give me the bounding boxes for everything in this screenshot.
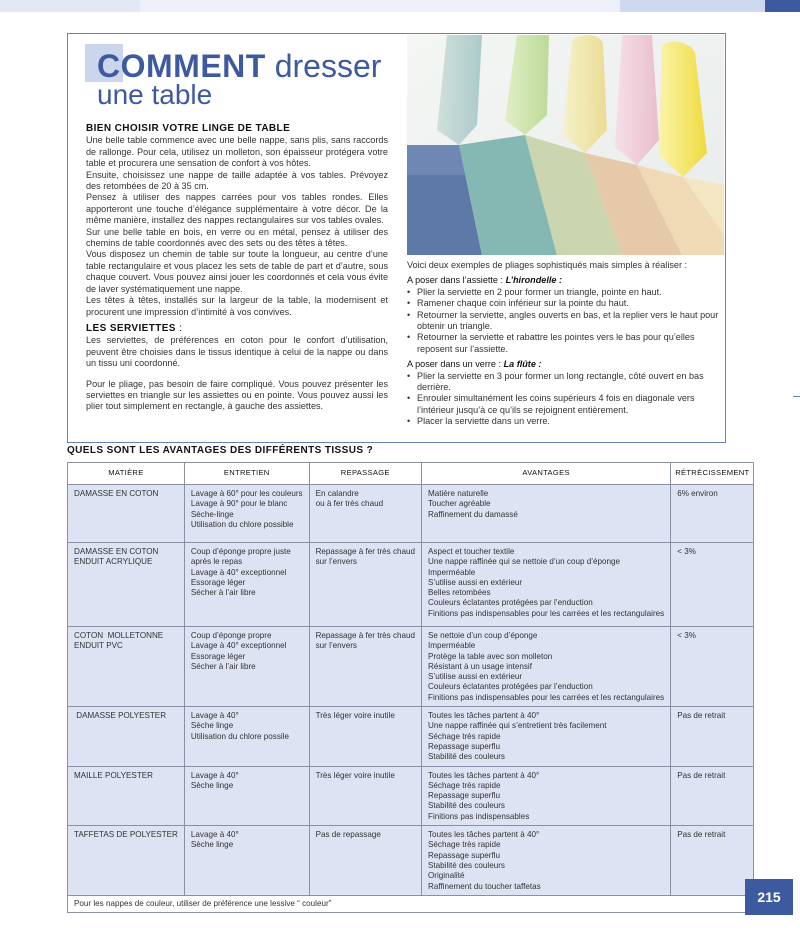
table-row	[68, 485, 754, 543]
cell-line: En calandre	[315, 489, 359, 498]
cell-matiere	[68, 707, 185, 766]
cell-line: sur l’envers	[315, 557, 357, 567]
cell-line: Toucher agréable	[428, 499, 491, 509]
fold2-name: La flûte :	[503, 359, 542, 370]
cell-line: Toutes les tâches partent à 40°	[428, 711, 540, 721]
cell-repassage	[309, 485, 421, 543]
cell-repassage	[309, 707, 421, 766]
table-footnote: Pour les nappes de couleur, utiliser de préférence une lessive “ couleur”	[68, 895, 754, 912]
list-item: • Retourner la serviette et rabattre les pointes vers le bas pour qu’elles reposent sur l’assiette.	[407, 332, 719, 355]
cell-line: Raffinement du damassé	[428, 509, 518, 519]
cell-avantages	[422, 766, 671, 825]
cell-line: Imperméable	[428, 641, 476, 651]
cell-line: Séchage très rapide	[428, 731, 501, 741]
table-row	[68, 766, 754, 825]
cell-retrecissement: Pas de retrait	[671, 826, 754, 896]
list-item: • Retourner la serviette, angles ouverts en bas, et la replier vers le haut pour obtenir un triangle.	[407, 310, 719, 333]
table-row	[68, 826, 754, 896]
column-header-avantages: AVANTAGES	[422, 463, 671, 485]
paragraph: Une belle table commence avec une belle nappe, sans plis, sans raccords de rallonge. Pour cela, utilisez un molleton, son épaisseur protégera votre table et procurera une sensation de confort à vos hôtes.	[86, 135, 388, 169]
section-heading-linge: BIEN CHOISIR VOTRE LINGE DE TABLE	[86, 123, 291, 134]
cell-repassage	[309, 826, 421, 896]
cell-retrecissement: 6% environ	[671, 485, 754, 543]
list-item: • Placer la serviette dans un verre.	[407, 416, 719, 427]
cell-entretien	[184, 826, 309, 896]
cell-line: Très léger voire inutile	[315, 770, 395, 780]
cell-line: Lavage à 40°	[190, 711, 239, 721]
cell-avantages	[422, 627, 671, 707]
side-mark	[793, 396, 800, 397]
cell-line: Stabilité des couleurs	[428, 860, 505, 870]
cell-line: Matière naturelle	[428, 489, 489, 498]
cell-line: Coup d’éponge propre juste	[190, 547, 291, 556]
title-word-comment: COMMENT	[97, 48, 266, 84]
cell-line: ou à fer très chaud	[315, 499, 384, 509]
cell-entretien	[184, 627, 309, 707]
cell-line: Séchage très rapide	[428, 840, 501, 850]
title-word-dresser: dresser	[274, 48, 382, 84]
napkins-photo	[407, 35, 724, 255]
cell-line: Lavage à 40° exceptionnel	[190, 641, 287, 651]
cell-line: Repassage superflu	[428, 791, 501, 801]
cell-line: Sèche linge	[190, 721, 234, 731]
fold2-steps	[407, 371, 719, 428]
cell-entretien	[184, 543, 309, 627]
cell-line: S’utilise aussi en extérieur	[428, 672, 523, 682]
cell-retrecissement: Pas de retrait	[671, 707, 754, 766]
table-footnote-row	[68, 895, 754, 912]
cell-avantages	[422, 826, 671, 896]
cell-line: Finitions pas indispensables	[428, 811, 530, 821]
cell-line: Couleurs éclatantes protégées par l’enduction	[428, 598, 593, 608]
paragraph: Vous disposez un chemin de table sur toute la longueur, au centre d’une table rectangulaire et vous placez les sets de table de part et d’autre, sous chaque couvert. Vous pouvez ainsi jouer les coordonnés et cela vous évite de laver systématiquement une nappe.	[86, 249, 388, 294]
paragraph: Ensuite, choisissez une nappe de taille adaptée à vos tables. Prévoyez des retombées de 20 à 35 cm.	[86, 169, 388, 192]
top-color-bar	[0, 0, 800, 12]
cell-line: Utilisation du chlore possible	[190, 519, 294, 529]
cell-line: Essorage léger	[190, 651, 246, 661]
column-header-matiere: MATIÈRE	[68, 463, 185, 485]
cell-line: Aspect et toucher textile	[428, 547, 515, 556]
cell-line: DAMASSE EN COTON	[74, 489, 159, 498]
table-title: QUELS SONT LES AVANTAGES DES DIFFÉRENTS TISSUS ?	[67, 445, 374, 456]
cell-entretien	[184, 707, 309, 766]
cell-line: Sécher à l’air libre	[190, 661, 256, 671]
cell-matiere	[68, 485, 185, 543]
cell-line: Lavage à 40°	[190, 770, 239, 780]
cell-avantages	[422, 707, 671, 766]
cell-line: Originalité	[428, 871, 465, 881]
cell-matiere	[68, 627, 185, 707]
cell-line: Une nappe raffinée qui se nettoie d’un coup d’éponge	[428, 557, 621, 567]
cell-line: DAMASSE EN COTON	[74, 547, 159, 556]
list-item: • Ramener chaque coin inférieur sur la pointe du haut.	[407, 298, 719, 309]
cell-retrecissement: < 3%	[671, 543, 754, 627]
paragraph: Les têtes à têtes, installés sur la largeur de la table, la modernisent et procurent une impression d’intimité à vos convives.	[86, 295, 388, 317]
right-column-text	[407, 260, 719, 428]
table-row	[68, 707, 754, 766]
section-heading-serviettes-label: LES SERVIETTES	[86, 322, 176, 334]
cell-line: S’utilise aussi en extérieur	[428, 577, 523, 587]
cell-line: TAFFETAS DE POLYESTER	[74, 830, 178, 840]
cell-matiere	[68, 543, 185, 627]
cell-line: sur l’envers	[315, 641, 357, 651]
cell-line: Stabilité des couleurs	[428, 801, 505, 811]
cell-entretien	[184, 485, 309, 543]
cell-line: Coup d’éponge propre	[190, 631, 272, 640]
cell-line: Pas de repassage	[315, 830, 381, 840]
table-header-row	[68, 463, 754, 485]
paragraph: Pour le pliage, pas besoin de faire compliqué. Vous pouvez présenter les serviettes en triangle sur les assiettes ou en pointe. Vous pouvez aussi les plier tout simplement en rectangle, à gauche des assiettes.	[86, 378, 388, 412]
column-header-repassage: REPASSAGE	[309, 463, 421, 485]
cell-line: Repassage superflu	[428, 850, 501, 860]
cell-line: Finitions pas indispensables pour les carrées et les rectangulaires	[428, 608, 665, 618]
cell-line: après le repas	[190, 557, 243, 567]
fold1-steps	[407, 287, 719, 355]
cell-line: Sèche-linge	[190, 509, 234, 519]
cell-line: Toutes les tâches partent à 40°	[428, 770, 540, 780]
fold1-heading	[407, 275, 719, 286]
folding-intro: Voici deux exemples de pliages sophistiqués mais simples à réaliser :	[407, 260, 688, 270]
fold2-prefix: A poser dans un verre :	[407, 359, 504, 370]
cell-line: Repassage superflu	[428, 741, 501, 751]
cell-line: Lavage à 90° pour le blanc	[190, 499, 288, 509]
cell-line: Résistant à un usage intensif	[428, 661, 532, 671]
cell-line: Séchage très rapide	[428, 780, 501, 790]
cell-matiere	[68, 826, 185, 896]
cell-repassage	[309, 627, 421, 707]
cell-line: MAILLE POLYESTER	[74, 770, 154, 780]
cell-line: Repassage à fer très chaud	[315, 547, 416, 556]
cell-repassage	[309, 766, 421, 825]
cell-line: Raffinement du toucher taffetas	[428, 881, 541, 891]
cell-line: Utilisation du chlore possile	[190, 731, 289, 741]
fabrics-table	[67, 462, 754, 913]
cell-line: Repassage à fer très chaud	[315, 631, 416, 640]
cell-line: Essorage léger	[190, 577, 246, 587]
cell-line: Sèche linge	[190, 840, 234, 850]
cell-retrecissement: Pas de retrait	[671, 766, 754, 825]
cell-line: Lavage à 60° pour les couleurs	[190, 489, 303, 498]
cell-line: COTON MOLLETONNE	[74, 631, 164, 640]
cell-matiere	[68, 766, 185, 825]
cell-line: DAMASSE POLYESTER	[74, 711, 167, 721]
paragraph: Pensez à utiliser des nappes carrées pour vos tables rondes. Elles apporteront une touche d’élégance supplémentaire à votre décor. De la même manière, installez des nappes rectangulaires sur vos tables ovales.	[86, 192, 388, 226]
cell-line: Une nappe raffinée qui s’entretient très facilement	[428, 721, 607, 731]
cell-line: Sèche linge	[190, 780, 234, 790]
fold2-heading	[407, 359, 719, 370]
fold1-name: L’hirondelle :	[505, 275, 562, 286]
paragraph: Les serviettes, de préférences en coton pour le confort d’utilisation, peuvent être choisies dans le tissus identique à celui de la nappe ou dans un tissu uni coordonné.	[86, 335, 388, 369]
table-row	[68, 627, 754, 707]
cell-avantages	[422, 485, 671, 543]
cell-line: ENDUIT ACRYLIQUE	[74, 557, 153, 567]
paragraph: Sur une belle table en bois, en verre ou en métal, pensez à utiliser des chemins de table coordonnés avec des sets ou des têtes à têtes.	[86, 226, 388, 249]
column-header-entretien: ENTRETIEN	[184, 463, 309, 485]
cell-line: Lavage à 40° exceptionnel	[190, 567, 287, 577]
column-header-retrecissement: RÉTRÉCISSEMENT	[671, 463, 754, 485]
section-heading-colon: :	[175, 322, 183, 334]
cell-line: Lavage à 40°	[190, 830, 239, 840]
cell-line: Finitions pas indispensables pour les carrées et les rectangulaires	[428, 692, 665, 702]
page-number: 215	[745, 879, 793, 915]
cell-entretien	[184, 766, 309, 825]
list-item: • Enrouler simultanément les coins supérieurs 4 fois en diagonale vers l’intérieur jusqu’à ce qu’ils se rejoignent entièrement.	[407, 393, 719, 416]
cell-retrecissement: < 3%	[671, 627, 754, 707]
left-column-text	[86, 123, 388, 413]
cell-line: Protège la table avec son molleton	[428, 651, 553, 661]
cell-avantages	[422, 543, 671, 627]
cell-line: Se nettoie d’un coup d’éponge	[428, 631, 538, 640]
table-row	[68, 543, 754, 627]
fold1-prefix: A poser dans l’assiette :	[407, 275, 506, 286]
cell-line: Belles retombées	[428, 588, 491, 598]
cell-line: Très léger voire inutile	[315, 711, 395, 721]
page-title-line2: une table	[97, 79, 213, 110]
cell-line: Toutes les tâches partent à 40°	[428, 830, 540, 840]
list-item: • Plier la serviette en 3 pour former un long rectangle, côté ouvert en bas derrière.	[407, 371, 719, 394]
cell-line: Stabilité des couleurs	[428, 752, 505, 762]
cell-line: Imperméable	[428, 567, 476, 577]
cell-repassage	[309, 543, 421, 627]
cell-line: Couleurs éclatantes protégées par l’enduction	[428, 682, 593, 692]
cell-line: Sécher à l’air libre	[190, 588, 256, 598]
cell-line: ENDUIT PVC	[74, 641, 123, 651]
list-item: • Plier la serviette en 2 pour former un triangle, pointe en haut.	[407, 287, 719, 298]
section-heading-serviettes	[86, 323, 388, 334]
